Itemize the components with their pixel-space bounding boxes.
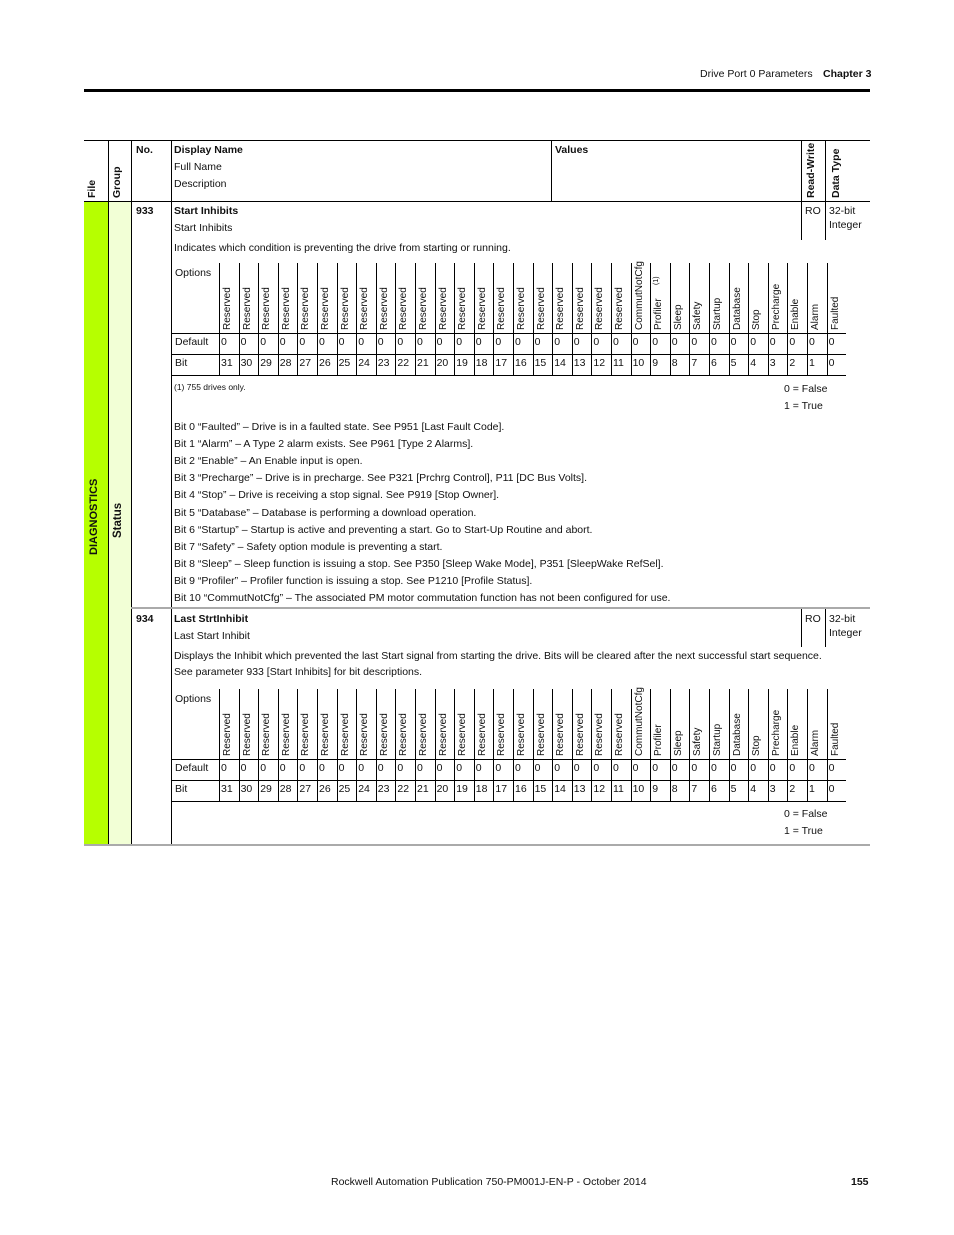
bit-default: 0 (632, 336, 639, 348)
bit-default: 0 (397, 762, 404, 774)
bit-name: Faulted (829, 722, 841, 756)
param-full-name: Start Inhibits (174, 222, 233, 234)
options-label: Options (175, 267, 212, 279)
bit-default: 0 (495, 336, 502, 348)
bit-number: 24 (358, 357, 370, 369)
bit-number: 19 (456, 783, 468, 795)
bit-name: Reserved (555, 287, 567, 330)
bit-number: 21 (417, 783, 429, 795)
bit-default: 0 (240, 336, 247, 348)
bit-name: Reserved (359, 287, 371, 330)
bit-name: Database (731, 713, 743, 756)
bit-default: 0 (338, 762, 345, 774)
type-sep (825, 202, 826, 240)
bit-name: Reserved (378, 713, 390, 756)
bit-default: 0 (475, 336, 482, 348)
param-display-name: Last StrtInhibit (174, 613, 249, 625)
bit-default: 0 (358, 762, 365, 774)
col-sep-rw-header (801, 140, 802, 201)
bit-name: Safety (692, 727, 704, 756)
bit-name: Alarm (810, 303, 821, 330)
bit-default: 0 (809, 336, 815, 348)
bit-default: 0 (613, 762, 619, 774)
bit-default: 0 (358, 336, 365, 348)
file-label: DIAGNOSTICS (88, 478, 100, 555)
bit-name: Reserved (359, 713, 371, 756)
bit-number: 30 (240, 783, 253, 795)
bit-default: 0 (279, 762, 286, 774)
bit-number: 9 (652, 783, 659, 795)
bit-description: Bit 8 “Sleep” – Sleep function is issuing a stop. See P350 [Sleep Wake Mode], P351 [SleepWake RefSel]. (174, 557, 664, 570)
bit-name: Faulted (829, 296, 841, 330)
bit-number: 21 (417, 357, 429, 369)
bit-default: 0 (691, 336, 698, 348)
bit-name: Reserved (535, 287, 547, 330)
bit-default: 0 (613, 336, 619, 348)
bit-default: 0 (573, 336, 580, 348)
bit-default: 0 (593, 762, 600, 774)
bit-number: 13 (573, 783, 586, 795)
bit-name: Reserved (476, 287, 488, 330)
bit-default: 0 (279, 336, 286, 348)
bit-default: 0 (789, 762, 796, 774)
bit-number: 18 (475, 357, 488, 369)
bit-name: Reserved (437, 287, 449, 330)
bit-default: 0 (691, 762, 698, 774)
footer-publication: Rockwell Automation Publication 750-PM001J-EN-P - October 2014 (331, 1176, 647, 1188)
col-header-values: Values (555, 144, 589, 156)
bit-number: 27 (299, 357, 312, 369)
bit-number: 30 (240, 357, 253, 369)
bit-default: 0 (260, 762, 267, 774)
bit-number: 3 (769, 783, 776, 795)
bit-default: 0 (299, 762, 306, 774)
true-legend: 1 = True (784, 400, 823, 412)
bit-number: 4 (750, 783, 757, 795)
bit-default: 0 (260, 336, 267, 348)
bit-name: Precharge (770, 283, 782, 330)
bit-default: 0 (456, 336, 463, 348)
bit-name: Reserved (300, 713, 312, 756)
bit-name: Safety (692, 301, 704, 330)
rw-sep (801, 202, 802, 240)
type-sep (825, 609, 826, 647)
bit-name: Enable (790, 298, 802, 330)
header-chapter: Chapter 3 (823, 68, 872, 80)
bit-description: Bit 7 “Safety” – Safety option module is preventing a start. (174, 540, 443, 553)
bit-name: Profiler (653, 724, 665, 756)
bit-name: Reserved (241, 713, 253, 756)
bit-number: 9 (652, 357, 659, 369)
bit-description: Bit 9 “Profiler” – Profiler function is issuing a stop. See P1210 [Profile Status]. (174, 574, 533, 587)
col-header-group: Group (111, 166, 123, 198)
bit-default: 0 (417, 762, 423, 774)
bit-default: 0 (789, 336, 796, 348)
bit-description: Bit 10 “CommutNotCfg” – The associated PM motor commutation function has not been configured for use. (174, 592, 671, 604)
bit-number: 14 (554, 357, 566, 369)
bit-number: 15 (534, 783, 547, 795)
bit-number: 23 (377, 357, 390, 369)
col-header-no: No. (136, 144, 153, 156)
bit-name: Reserved (280, 287, 292, 330)
bit-name: Reserved (555, 713, 567, 756)
false-legend: 0 = False (784, 808, 828, 820)
bit-number: 20 (436, 783, 449, 795)
bit-description: Bit 1 “Alarm” – A Type 2 alarm exists. See P961 [Type 2 Alarms]. (174, 438, 474, 451)
bit-default: 0 (750, 762, 757, 774)
bit-name: Reserved (535, 713, 547, 756)
bit-number: 11 (613, 357, 624, 369)
bit-number: 24 (358, 783, 370, 795)
bit-number: 17 (495, 783, 508, 795)
bit-name: Reserved (378, 287, 390, 330)
bit-default: 0 (240, 762, 247, 774)
bit-default: 0 (456, 762, 463, 774)
options-label: Options (175, 693, 212, 705)
col-header-data-type: Data Type (830, 148, 842, 198)
bit-number: 3 (769, 357, 776, 369)
bit-description: Bit 6 “Startup” – Startup is active and preventing a start. Go to Start-Up Routine and abort. (174, 523, 593, 536)
bit-description: Bit 2 “Enable” – An Enable input is open. (174, 455, 363, 468)
bit-default: 0 (573, 762, 580, 774)
bit-number: 18 (475, 783, 488, 795)
bit-name: Stop (751, 309, 763, 330)
rw-sep (801, 609, 802, 647)
profiler-footnote-mark: (1) (653, 276, 661, 285)
bit-default: 0 (319, 762, 325, 774)
bit-name: Reserved (398, 287, 410, 330)
true-legend: 1 = True (784, 825, 823, 837)
bit-default: 0 (397, 336, 404, 348)
bit-default: 0 (671, 336, 678, 348)
header-rule (84, 89, 870, 92)
bit-number: 27 (299, 783, 312, 795)
bit-default: 0 (554, 762, 561, 774)
bit-default: 0 (319, 336, 325, 348)
bit-name: Sleep (672, 304, 684, 330)
bit-number: 11 (613, 783, 624, 795)
table-top-rule (84, 140, 870, 141)
bit-default: 0 (534, 336, 541, 348)
bit-number: 31 (221, 783, 233, 795)
bit-name: Reserved (261, 713, 273, 756)
bit-number: 17 (495, 357, 508, 369)
bit-default: 0 (534, 762, 541, 774)
bit-number: 4 (750, 357, 757, 369)
bit-default: 0 (515, 336, 521, 348)
footer-page-number: 155 (851, 1176, 869, 1188)
param-display-name: Start Inhibits (174, 205, 239, 217)
col-header-full-name: Full Name (174, 161, 222, 173)
param-read-write: RO (805, 613, 821, 625)
bit-number: 13 (573, 357, 586, 369)
param-data-type-2: Integer (829, 627, 862, 639)
bit-name: Reserved (516, 287, 527, 330)
bit-name: CommutNotCfg (633, 261, 645, 330)
bit-name: Profiler (653, 298, 665, 330)
bit-number: 25 (338, 357, 351, 369)
bit-default: 0 (769, 336, 776, 348)
bit-default: 0 (809, 762, 815, 774)
col-sep-group (131, 140, 132, 845)
col-header-read-write: Read-Write (805, 142, 817, 198)
bit-name: Reserved (418, 713, 429, 756)
bit-default: 0 (828, 336, 835, 348)
bit-name: Startup (712, 723, 723, 756)
bit-name: Database (731, 287, 743, 330)
bit-label: Bit (175, 783, 188, 795)
bit-number: 31 (221, 357, 233, 369)
bit-name: Reserved (280, 713, 292, 756)
bit-default: 0 (711, 336, 717, 348)
bit-name: Reserved (437, 713, 449, 756)
bit-name: Reserved (320, 713, 331, 756)
bit-number: 7 (691, 357, 698, 369)
bit-default: 0 (730, 762, 737, 774)
bit-default: 0 (828, 762, 835, 774)
bit-number: 1 (809, 783, 815, 795)
bit-number: 14 (554, 783, 566, 795)
bit-number: 29 (260, 357, 272, 369)
bit-number: 8 (671, 357, 678, 369)
bit-number: 6 (711, 357, 717, 369)
bit-number: 5 (730, 357, 737, 369)
bit-name: Precharge (770, 709, 782, 756)
col-header-display-name: Display Name (174, 144, 243, 156)
param-full-name: Last Start Inhibit (174, 630, 250, 642)
param-description: Displays the Inhibit which prevented the last Start signal from starting the drive. Bits will be cleared after the next successful start sequence. (174, 650, 822, 662)
bit-default: 0 (730, 336, 737, 348)
bit-name: Reserved (516, 713, 527, 756)
bit-name: Reserved (476, 713, 488, 756)
bit-number: 1 (809, 357, 815, 369)
bit-number: 2 (789, 783, 796, 795)
table-bottom-rule (84, 844, 870, 846)
bit-name: Reserved (261, 287, 273, 330)
bit-default: 0 (475, 762, 482, 774)
param-data-type-2: Integer (829, 219, 862, 231)
bit-name: Reserved (614, 713, 625, 756)
bit-label: Bit (175, 357, 188, 369)
bit-default: 0 (554, 336, 561, 348)
bit-table-rule (172, 801, 846, 802)
param-data-type-1: 32-bit (829, 613, 856, 625)
bit-description: Bit 3 “Precharge” – Drive is in precharge. See P321 [Prchrg Control], P11 [DC Bus Volts]. (174, 472, 587, 485)
param-read-write: RO (805, 205, 821, 217)
bit-default: 0 (338, 336, 345, 348)
bit-number: 6 (711, 783, 717, 795)
bit-number: 22 (397, 357, 410, 369)
default-label: Default (175, 762, 209, 774)
bit-table (172, 689, 846, 797)
bit-description: Bit 4 “Stop” – Drive is receiving a stop signal. See P919 [Stop Owner]. (174, 489, 500, 502)
param-data-type-1: 32-bit (829, 205, 856, 217)
bit-name: Reserved (241, 287, 253, 330)
bit-default: 0 (515, 762, 521, 774)
group-label: Status (112, 502, 124, 538)
false-legend: 0 = False (784, 383, 828, 395)
bit-name: Reserved (574, 287, 586, 330)
bit-name: Reserved (496, 713, 508, 756)
bit-number: 2 (789, 357, 796, 369)
bit-default: 0 (632, 762, 639, 774)
bit-name: Reserved (339, 713, 351, 756)
bit-default: 0 (377, 762, 384, 774)
bit-name: Reserved (594, 287, 606, 330)
param-number: 933 (136, 205, 154, 217)
bit-name: Enable (790, 724, 802, 756)
bit-name: Reserved (457, 713, 469, 756)
bit-default: 0 (495, 762, 502, 774)
bit-number: 5 (730, 783, 737, 795)
bit-name: Reserved (339, 287, 351, 330)
bit-default: 0 (652, 336, 659, 348)
bit-default: 0 (221, 336, 227, 348)
bit-name: Reserved (594, 713, 606, 756)
bit-number: 0 (828, 357, 835, 369)
bit-name: Reserved (614, 287, 625, 330)
bit-number: 19 (456, 357, 468, 369)
bit-table (172, 263, 846, 371)
bit-name: Reserved (222, 713, 233, 756)
bit-default: 0 (750, 336, 757, 348)
bit-number: 12 (593, 783, 606, 795)
bit-number: 22 (397, 783, 410, 795)
bit-number: 10 (632, 357, 645, 369)
col-header-description: Description (174, 178, 227, 190)
bit-number: 29 (260, 783, 272, 795)
bit-number: 12 (593, 357, 606, 369)
col-sep-type-header (825, 140, 826, 201)
bit-number: 23 (377, 783, 390, 795)
bit-number: 26 (319, 783, 331, 795)
bit-number: 28 (279, 783, 292, 795)
bit-description: Bit 0 “Faulted” – Drive is in a faulted state. See P951 [Last Fault Code]. (174, 421, 505, 433)
default-label: Default (175, 336, 209, 348)
param-number: 934 (136, 613, 154, 625)
bit-name: Alarm (810, 729, 821, 756)
header-bottom-rule (84, 201, 870, 202)
bit-default: 0 (436, 762, 443, 774)
param-description-2: See parameter 933 [Start Inhibits] for bit descriptions. (174, 666, 423, 678)
header-section-title: Drive Port 0 Parameters (700, 68, 813, 80)
bit-default: 0 (417, 336, 423, 348)
bit-name: CommutNotCfg (633, 687, 645, 756)
bit-description: Bit 5 “Database” – Database is performing a download operation. (174, 506, 477, 519)
bit-default: 0 (377, 336, 384, 348)
footnote: (1) 755 drives only. (174, 382, 246, 392)
bit-number: 10 (632, 783, 645, 795)
col-header-file: File (86, 179, 98, 198)
bit-name: Reserved (574, 713, 586, 756)
bit-table-rule (172, 375, 846, 376)
bit-name: Startup (712, 297, 723, 330)
bit-default: 0 (769, 762, 776, 774)
bit-name: Reserved (300, 287, 312, 330)
bit-default: 0 (221, 762, 227, 774)
param-separator-rule (131, 607, 870, 609)
bit-name: Reserved (398, 713, 410, 756)
bit-name: Stop (751, 735, 763, 756)
bit-name: Reserved (418, 287, 429, 330)
bit-name: Reserved (496, 287, 508, 330)
bit-number: 25 (338, 783, 351, 795)
bit-number: 20 (436, 357, 449, 369)
bit-name: Reserved (320, 287, 331, 330)
bit-name: Reserved (222, 287, 233, 330)
bit-number: 28 (279, 357, 292, 369)
bit-default: 0 (299, 336, 306, 348)
bit-number: 15 (534, 357, 547, 369)
bit-number: 8 (671, 783, 678, 795)
bit-default: 0 (593, 336, 600, 348)
bit-default: 0 (711, 762, 717, 774)
bit-number: 0 (828, 783, 835, 795)
bit-default: 0 (436, 336, 443, 348)
bit-number: 16 (515, 357, 527, 369)
col-sep-values (551, 140, 552, 201)
bit-default: 0 (652, 762, 659, 774)
bit-number: 26 (319, 357, 331, 369)
bit-name: Reserved (457, 287, 469, 330)
bit-number: 7 (691, 783, 698, 795)
bit-default: 0 (671, 762, 678, 774)
param-description: Indicates which condition is preventing the drive from starting or running. (174, 242, 511, 254)
bit-name: Sleep (672, 730, 684, 756)
bit-number: 16 (515, 783, 527, 795)
